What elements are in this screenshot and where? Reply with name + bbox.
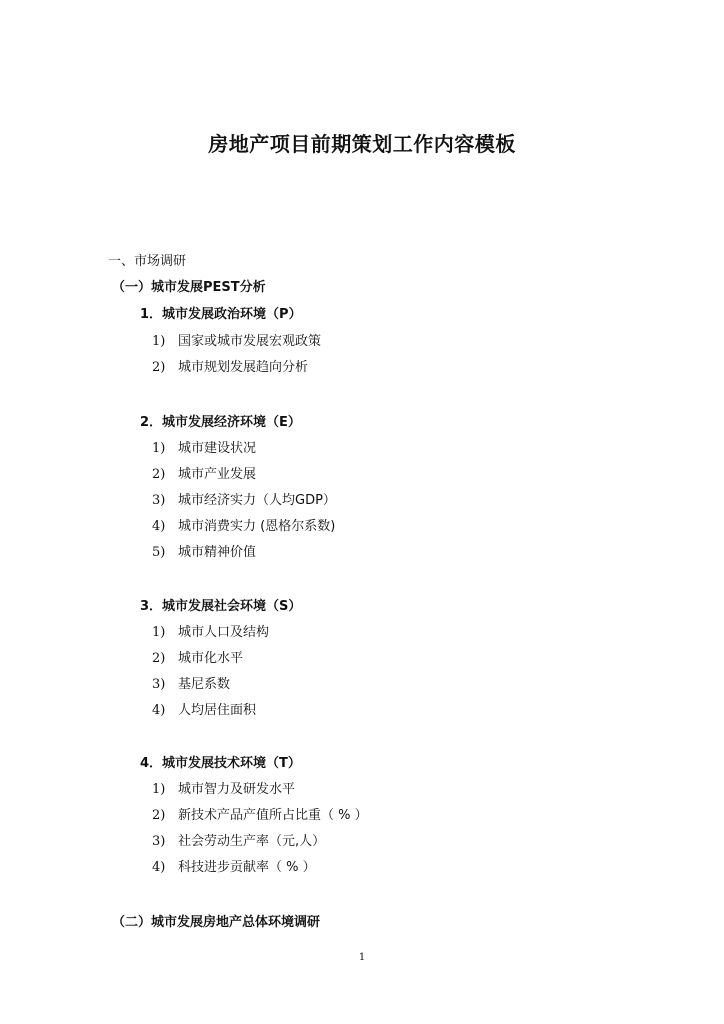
section-heading-market-research: 一、市场调研 [108, 254, 187, 269]
page-number: 1 [358, 952, 366, 963]
list-item [152, 699, 256, 718]
list-item-number: 4) [152, 519, 166, 534]
list-item [152, 647, 243, 666]
list-item [152, 356, 308, 375]
list-item [152, 515, 335, 534]
list-item-text: 城市产业发展 [178, 467, 257, 482]
list-item-text: 城市精神价值 [178, 545, 257, 560]
list-item-text: 国家或城市发展宏观政策 [178, 334, 322, 349]
list-item-number: 1) [152, 334, 166, 349]
list-item-number: 1) [152, 441, 166, 456]
group-heading-technology: 4．城市发展技术环境（T） [140, 756, 301, 771]
list-item-number: 3) [152, 493, 166, 508]
list-item-text: 城市智力及研发水平 [178, 782, 296, 797]
list-item-number: 5) [152, 545, 166, 560]
subsection-heading-real-estate-environment: （二）城市发展房地产总体环境调研 [112, 915, 321, 930]
list-item [152, 330, 321, 349]
list-item [152, 541, 256, 560]
list-item-text: 社会劳动生产率（元,人） [178, 834, 326, 849]
list-item-number: 4) [152, 860, 166, 875]
list-item-text: 新技术产品产值所占比重（ % ） [178, 808, 368, 823]
subsection-heading-pest: （一）城市发展PEST分析 [112, 280, 266, 295]
list-item-text: 人均居住面积 [178, 703, 257, 718]
group-heading-social: 3．城市发展社会环境（S） [140, 599, 302, 614]
list-item-number: 3) [152, 834, 166, 849]
list-item [152, 804, 368, 823]
list-item-text: 科技进步贡献率（ % ） [178, 860, 316, 875]
list-item-number: 4) [152, 703, 166, 718]
list-item [152, 621, 269, 640]
list-item [152, 830, 325, 849]
list-item-text: 城市消费实力 (恩格尔系数) [178, 519, 336, 534]
list-item [152, 437, 256, 456]
list-item-text: 城市人口及结构 [178, 625, 270, 640]
list-item-text: 城市规划发展趋向分析 [178, 360, 309, 375]
list-item-number: 3) [152, 677, 166, 692]
list-item-text: 基尼系数 [178, 677, 231, 692]
list-item [152, 463, 256, 482]
list-item [152, 778, 295, 797]
document-title: 房地产项目前期策划工作内容模板 [208, 132, 516, 156]
list-item-number: 1) [152, 782, 166, 797]
list-item-number: 1) [152, 625, 166, 640]
group-heading-economic: 2．城市发展经济环境（E） [140, 415, 301, 430]
list-item-number: 2) [152, 808, 166, 823]
group-heading-political: 1．城市发展政治环境（P） [140, 307, 302, 322]
list-item-number: 2) [152, 467, 166, 482]
list-item-number: 2) [152, 651, 166, 666]
list-item [152, 856, 316, 875]
list-item-text: 城市化水平 [178, 651, 244, 666]
list-item-text: 城市建设状况 [178, 441, 257, 456]
list-item [152, 489, 336, 508]
list-item-text: 城市经济实力（人均GDP） [178, 493, 336, 508]
list-item-number: 2) [152, 360, 166, 375]
list-item [152, 673, 230, 692]
